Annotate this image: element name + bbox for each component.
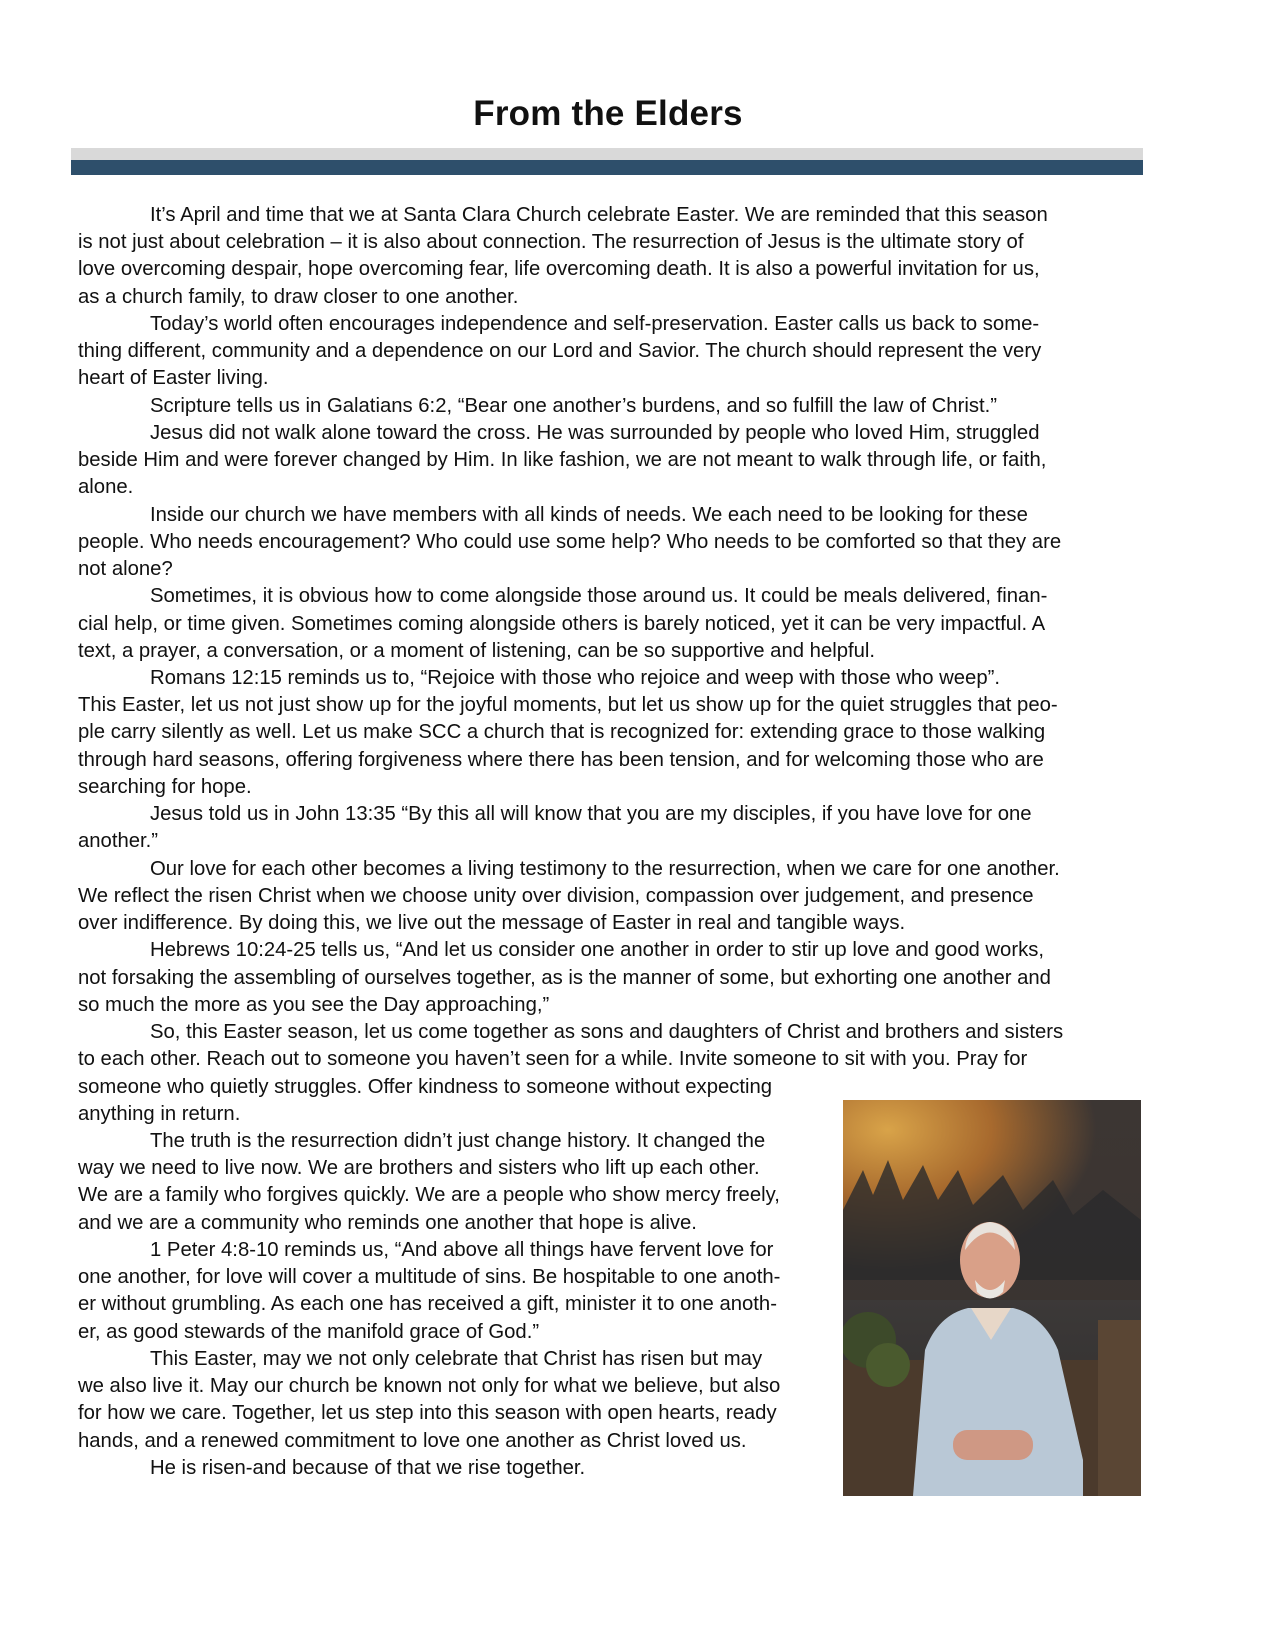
text-line: searching for hope. xyxy=(78,775,252,798)
text-line: another.” xyxy=(78,830,159,853)
text-line: thing different, community and a dependence on our Lord and Savior. The church should represent the very xyxy=(78,340,1042,363)
text-line: Our love for each other becomes a living testimony to the resurrection, when we care for one another. xyxy=(150,857,1060,880)
text-line: We are a family who forgives quickly. We are a people who show mercy freely, xyxy=(78,1184,780,1207)
text-line: through hard seasons, offering forgiveness where there has been tension, and for welcoming those who are xyxy=(78,748,1044,771)
text-line: anything in return. xyxy=(78,1102,241,1125)
elder-photo xyxy=(843,1100,1141,1496)
text-line: cial help, or time given. Sometimes coming alongside others is barely noticed, yet it can be very impactful. A xyxy=(78,612,1046,635)
text-line: is not just about celebration – it is also about connection. The resurrection of Jesus is the ultimate story of xyxy=(78,231,1024,254)
text-line: and we are a community who reminds one another that hope is alive. xyxy=(78,1211,697,1234)
text-line: We reflect the risen Christ when we choose unity over division, compassion over judgement, and presence xyxy=(78,884,1034,907)
text-line: It’s April and time that we at Santa Clara Church celebrate Easter. We are reminded that this season xyxy=(150,204,1048,226)
text-line: So, this Easter season, let us come together as sons and daughters of Christ and brothers and sisters xyxy=(150,1021,1064,1044)
text-line: 1 Peter 4:8-10 reminds us, “And above all things have fervent love for xyxy=(150,1238,774,1261)
text-line: This Easter, let us not just show up for the joyful moments, but let us show up for the quiet struggles that peo- xyxy=(78,694,1058,717)
text-line: Hebrews 10:24-25 tells us, “And let us consider one another in order to stir up love and good works, xyxy=(150,939,1044,962)
text-line: Jesus did not walk alone toward the cross. He was surrounded by people who loved Him, struggled xyxy=(150,421,1040,444)
page-title: From the Elders xyxy=(473,94,743,133)
text-line: Scripture tells us in Galatians 6:2, “Bear one another’s burdens, and so fulfill the law of Christ.” xyxy=(150,394,997,417)
text-line: way we need to live now. We are brothers and sisters who lift up each other. xyxy=(78,1157,760,1180)
text-line: The truth is the resurrection didn’t just change history. It changed the xyxy=(150,1129,766,1152)
text-line: Romans 12:15 reminds us to, “Rejoice with those who rejoice and weep with those who weep”. xyxy=(150,666,1001,689)
text-line: heart of Easter living. xyxy=(78,367,269,390)
text-line: Jesus told us in John 13:35 “By this all will know that you are my disciples, if you have love for one xyxy=(150,803,1032,826)
text-line: over indifference. By doing this, we live out the message of Easter in real and tangible ways. xyxy=(78,912,906,935)
text-line: to each other. Reach out to someone you haven’t seen for a while. Invite someone to sit with you. Pray for xyxy=(78,1048,1028,1071)
header-divider-gray xyxy=(71,148,1143,160)
text-line: He is risen-and because of that we rise together. xyxy=(150,1456,586,1479)
text-line: not forsaking the assembling of ourselves together, as is the manner of some, but exhorting one another and xyxy=(78,966,1051,989)
text-line: not alone? xyxy=(78,558,173,581)
text-line: er, as good stewards of the manifold grace of God.” xyxy=(78,1320,540,1343)
text-line: This Easter, may we not only celebrate that Christ has risen but may xyxy=(150,1347,763,1370)
text-line: people. Who needs encouragement? Who could use some help? Who needs to be comforted so that they are xyxy=(78,530,1062,553)
text-line: alone. xyxy=(78,476,134,499)
text-line: Sometimes, it is obvious how to come alongside those around us. It could be meals delivered, finan- xyxy=(150,585,1048,608)
text-line: hands, and a renewed commitment to love one another as Christ loved us. xyxy=(78,1429,747,1452)
text-line: Today’s world often encourages independence and self-preservation. Easter calls us back to some- xyxy=(150,312,1040,335)
text-line: one another, for love will cover a multitude of sins. Be hospitable to one anoth- xyxy=(78,1266,781,1289)
text-line: so much the more as you see the Day approaching,” xyxy=(78,993,550,1016)
text-line: text, a prayer, a conversation, or a moment of listening, can be so supportive and helpful. xyxy=(78,639,876,662)
text-line: Inside our church we have members with all kinds of needs. We each need to be looking for these xyxy=(150,503,1028,526)
text-line: ple carry silently as well. Let us make SCC a church that is recognized for: extending grace to those walking xyxy=(78,721,1046,744)
text-line: beside Him and were forever changed by Him. In like fashion, we are not meant to walk through life, or faith, xyxy=(78,449,1047,472)
text-line: for how we care. Together, let us step into this season with open hearts, ready xyxy=(78,1402,777,1425)
text-line: er without grumbling. As each one has received a gift, minister it to one anoth- xyxy=(78,1293,777,1316)
text-line: we also live it. May our church be known not only for what we believe, but also xyxy=(78,1375,781,1398)
header-divider-blue xyxy=(71,160,1143,175)
text-line: as a church family, to draw closer to one another. xyxy=(78,285,519,308)
text-line: someone who quietly struggles. Offer kindness to someone without expecting xyxy=(78,1075,773,1098)
text-line: love overcoming despair, hope overcoming fear, life overcoming death. It is also a powerful invitation for us, xyxy=(78,258,1040,281)
